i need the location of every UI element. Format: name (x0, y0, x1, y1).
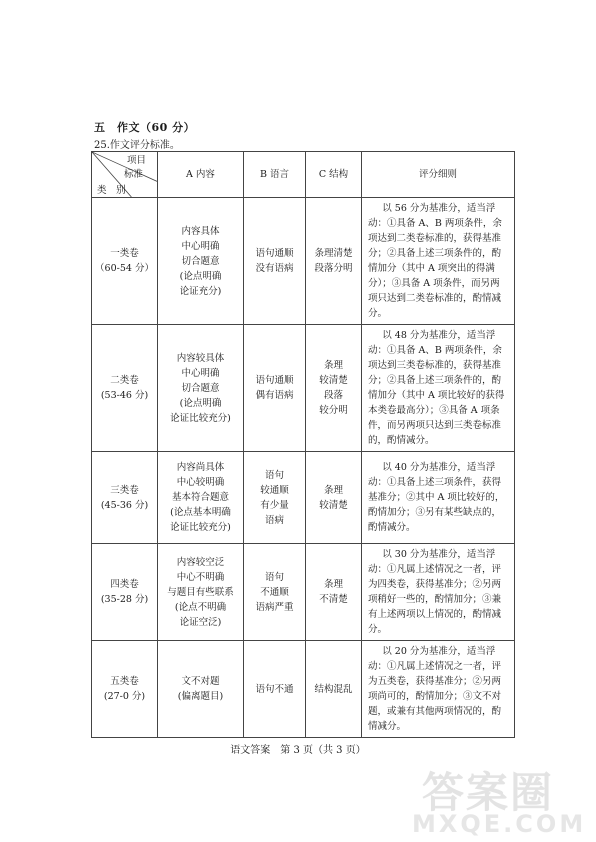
watermark-url: MXQE.COM (412, 810, 587, 838)
table-row (92, 544, 515, 641)
content-criteria-cell: 文不对题 (偏离题目) (158, 641, 244, 738)
score-range: (27-0 分) (103, 691, 146, 702)
table-header-row (92, 152, 515, 198)
intro-text: 25.作文评分标准。 (94, 140, 180, 151)
language-criteria-cell: 语句 较通顺 有少量 语病 (244, 452, 306, 544)
language-criteria-cell: 语句通顺 偶有语病 (244, 325, 306, 452)
structure-criteria-cell: 条理清楚 段落分明 (306, 198, 362, 325)
language-criteria-cell: 语句通顺 没有语病 (244, 198, 306, 325)
scoring-detail-cell: 以 40 分为基准分，适当浮动：①具备上述三项条件，获得基准分；②其中 A 项比较好的，酌情加分；③另有某些缺点的，酌情减分。 (362, 452, 515, 544)
category-cell (92, 544, 158, 641)
structure-criteria-cell: 条理 不清楚 (306, 544, 362, 641)
scoring-detail-cell: 以 56 分为基准分，适当浮动：①具备 A、B 两项条件，余项达到二类卷标准的，获得基准分；②具备上述三项条件的，酌情加分（其中 A 项突出的得满分）；③具备 A 项条件，而另两项只达到二类卷标准的，酌情减分。 (362, 198, 515, 325)
table-body (92, 198, 515, 738)
language-criteria-cell: 语句不通 (244, 641, 306, 738)
score-range: (45-36 分) (100, 499, 149, 511)
table-row (92, 452, 515, 544)
header-structure: C 结构 (306, 152, 362, 198)
category-name: 三类卷 (110, 484, 139, 496)
structure-criteria-cell: 条理 较清楚 (306, 452, 362, 544)
section-title: 五 作文（60 分） (94, 121, 196, 134)
diag-label-item: 项目 (127, 155, 147, 166)
watermark-logo-text: 答案圈 (422, 768, 555, 817)
header-scoring-details: 评分细则 (362, 152, 515, 198)
table-row (92, 198, 515, 325)
diag-label-standard: 标准 (124, 169, 144, 180)
language-criteria-cell: 语句 不通顺 语病严重 (244, 544, 306, 641)
header-language: B 语言 (244, 152, 306, 198)
grading-table (91, 151, 515, 738)
header-content: A 内容 (158, 152, 244, 198)
category-name: 一类卷 (110, 248, 139, 259)
structure-criteria-cell: 条理 较清楚 段落 较分明 (306, 325, 362, 452)
watermark (400, 760, 587, 838)
page-footer: 语文答案 第 3 页（共 3 页） (230, 745, 366, 756)
score-range: (35-28 分) (100, 594, 149, 605)
category-name: 四类卷 (110, 579, 139, 590)
category-name: 五类卷 (110, 676, 139, 687)
table-row (92, 325, 515, 452)
category-cell (92, 452, 158, 544)
score-range: (53-46 分) (100, 390, 149, 401)
scoring-detail-cell: 以 30 分为基准分，适当浮动：①凡属上述情况之一者，评为四类卷，获得基准分；②另两项稍好一些的，酌情加分；③兼有上述两项以上情况的，酌情减分。 (362, 544, 515, 641)
content-criteria-cell: 内容较空泛 中心不明确 与题目有些联系 (论点不明确 论证空泛) (158, 544, 244, 641)
content-criteria-cell: 内容尚具体 中心较明确 基本符合题意 (论点基本明确 论证比较充分) (158, 452, 244, 544)
content-criteria-cell: 内容较具体 中心明确 切合题意 (论点明确 论证比较充分) (158, 325, 244, 452)
category-cell (92, 325, 158, 452)
diagonal-header-cell (92, 152, 158, 198)
structure-criteria-cell: 结构混乱 (306, 641, 362, 738)
table-row (92, 641, 515, 738)
category-name: 二类卷 (110, 375, 139, 386)
category-cell (92, 198, 158, 325)
score-range: （60-54 分） (95, 263, 154, 274)
category-cell (92, 641, 158, 738)
scoring-detail-cell: 以 48 分为基准分，适当浮动：①具备 A、B 两项条件，余项达到三类卷标准的，获得基准分；②具备上述三项条件的，酌情加分（其中 A 项比较好的获得本类卷最高分）；③具备 A 项条件，而另两项只达到三类卷标准的，酌情减分。 (362, 325, 515, 452)
scoring-detail-cell: 以 20 分为基准分，适当浮动：①凡属上述情况之一者，评为五类卷，获得基准分；②另两项尚可的，酌情加分；③文不对题，或兼有其他两项情况的，酌情减分。 (362, 641, 515, 738)
content-criteria-cell: 内容具体 中心明确 切合题意 (论点明确 论证充分) (158, 198, 244, 325)
diag-label-category: 类 别 (97, 185, 126, 196)
